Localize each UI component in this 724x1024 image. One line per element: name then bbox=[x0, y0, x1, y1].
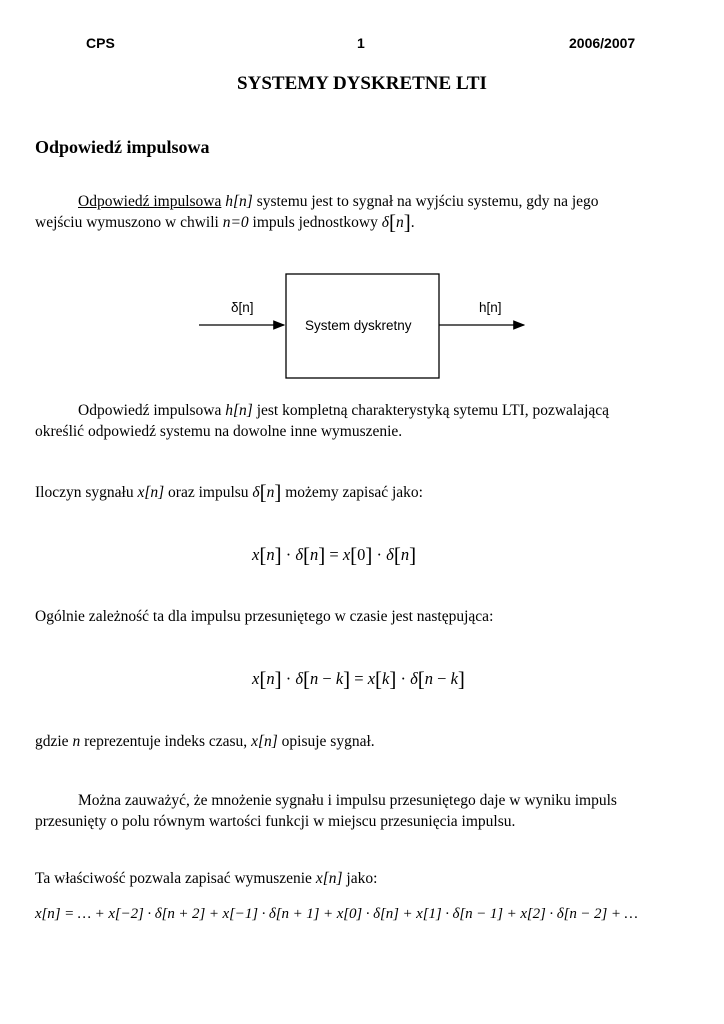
text-span: systemu jest to sygnał na wyjściu systemu, gdy na jego bbox=[252, 193, 599, 210]
text-span: Można zauważyć, że mnożenie sygnału i impulsu przesuniętego daje w wyniku impuls bbox=[78, 792, 617, 809]
paragraph-property bbox=[35, 870, 377, 888]
text-span: Ta właściwość pozwala zapisać wymuszenie bbox=[35, 870, 316, 887]
text-span: możemy zapisać jako: bbox=[281, 484, 423, 501]
text-span: impuls jednostkowy bbox=[248, 214, 382, 231]
page-title: SYSTEMY DYSKRETNE LTI bbox=[237, 73, 487, 94]
text-span: . bbox=[410, 214, 415, 231]
text-span: wejściu wymuszono w chwili bbox=[35, 214, 223, 231]
equation-3: x[n] = … + x[−2] · δ[n + 2] + x[−1] · δ[n + 1] + x[0] · δ[n] + x[1] · δ[n − 1] + x[2] · δ[n − 2] + … bbox=[35, 906, 638, 922]
symbol-hn: h[n] bbox=[225, 193, 253, 210]
paragraph-shifted: Ogólnie zależność ta dla impulsu przesuniętego w czasie jest następująca: bbox=[35, 608, 494, 625]
symbol-delta: δ bbox=[381, 214, 389, 231]
paragraph-definition: Odpowiedź impulsowa h[n] systemu jest to sygnał na wyjściu systemu, gdy na jego wejściu wymuszono w chwili n=0 impuls jednostkowy δ[n]. bbox=[35, 193, 599, 234]
symbol-n0: n=0 bbox=[222, 214, 249, 231]
symbol-xn: x[n] bbox=[251, 733, 278, 750]
paragraph-characteristic bbox=[35, 400, 689, 442]
paragraph-where bbox=[35, 733, 375, 751]
diagram-box-label: System dyskretny bbox=[305, 318, 412, 333]
diagram-input-label: δ[n] bbox=[231, 300, 254, 315]
symbol-xn: x[n] bbox=[315, 870, 343, 887]
section-title: Odpowiedź impulsowa bbox=[35, 137, 210, 157]
diagram-output-label: h[n] bbox=[479, 300, 502, 315]
symbol-n: n bbox=[72, 733, 81, 750]
text-span: oraz impulsu bbox=[164, 484, 253, 501]
text-span: Iloczyn sygnału bbox=[35, 484, 138, 501]
text-span: przesunięty o polu równym wartości funkcji w miejscu przesunięcia impulsu. bbox=[35, 813, 516, 830]
text-span: reprezentuje indeks czasu, bbox=[80, 733, 252, 750]
term-impulse-response: Odpowiedź impulsowa bbox=[78, 193, 222, 210]
header-page-number: 1 bbox=[357, 35, 365, 51]
text-span: gdzie bbox=[35, 733, 73, 750]
symbol-hn: h[n] bbox=[225, 402, 253, 419]
text-span: Odpowiedź impulsowa bbox=[78, 402, 226, 419]
text-span: opisuje sygnał. bbox=[277, 733, 375, 750]
symbol-n: n bbox=[395, 214, 404, 231]
header-course: CPS bbox=[86, 35, 115, 51]
text-span: określić odpowiedź systemu na dowolne inne wymuszenie. bbox=[35, 423, 403, 440]
equation-1: x[n] · δ[n] = x[0] · δ[n] bbox=[252, 543, 417, 567]
header-year: 2006/2007 bbox=[569, 35, 636, 51]
paragraph-observation bbox=[35, 790, 689, 832]
text-span: jest kompletną charakterystyką sytemu LTI, pozwalającą bbox=[252, 402, 610, 419]
text-span: jako: bbox=[342, 870, 378, 887]
symbol-xn: x[n] bbox=[137, 484, 165, 501]
equation-2: x[n] · δ[n − k] = x[k] · δ[n − k] bbox=[252, 667, 465, 691]
paragraph-product: Iloczyn sygnału x[n] oraz impulsu δ[n] możemy zapisać jako: bbox=[35, 480, 423, 504]
